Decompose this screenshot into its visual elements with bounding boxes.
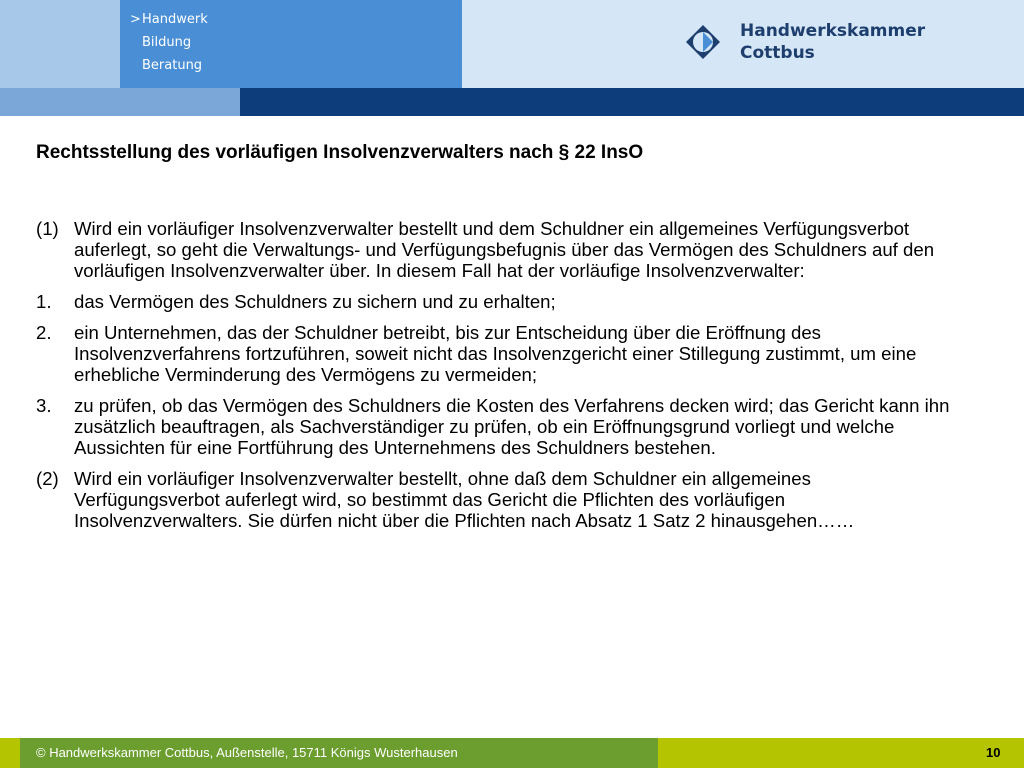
footer-accent-left [0,738,20,768]
nav-item-bildung[interactable]: Bildung [142,35,192,50]
page-number: 10 [986,745,1001,760]
list-marker: 1. [36,291,52,312]
header-left-panel [0,0,120,88]
paragraph-text: Wird ein vorläufiger Insolvenzverwalter bestellt und dem Schuldner ein allgemeines Verfügungsverbot auferlegt, so geht die Verwaltungs- und Verfügungsbefugnis über das Vermögen des Schuldners auf den vorläufigen Insolvenzverwalter über. In diesem Fall hat der vorläufige Insolvenzverwalter: [74,218,935,281]
list-item-2 [36,322,956,385]
list-text: ein Unternehmen, das der Schuldner betreibt, bis zur Entscheidung über die Eröffnung des Insolvenzverfahrens fortzuführen, soweit nicht das Insolvenzgericht einer Stillegung zustimmt, um eine erhebliche Verminderung des Vermögens zu vermeiden; [74,322,917,385]
footer-copyright: © Handwerkskammer Cottbus, Außenstelle, 15711 Königs Wusterhausen [36,745,458,760]
header-strip-light [0,88,240,116]
footer-accent-right [658,738,1024,768]
list-text: das Vermögen des Schuldners zu sichern und zu erhalten; [74,291,556,312]
list-item-1 [36,291,956,312]
slide-title: Rechtsstellung des vorläufigen Insolvenzverwalters nach § 22 InsO [36,142,644,163]
list-marker: 3. [36,395,52,416]
header-strip-dark [240,88,1024,116]
slide-body [36,218,956,541]
chevron-right-icon: > [130,12,141,27]
list-text: zu prüfen, ob das Vermögen des Schuldners die Kosten des Verfahrens decken wird; das Gericht kann ihn zusätzlich beauftragen, als Sachverständiger zu prüfen, ob ein Eröffnungsgrund vorliegt und welche Aussichten für eine Fortführung des Unternehmens des Schuldners bestehen. [74,395,950,458]
paragraph-2 [36,468,956,531]
hwk-logo-icon [685,24,721,60]
brand-name: Handwerkskammer Cottbus [740,21,926,63]
paragraph-marker: (1) [36,218,59,239]
list-item-3 [36,395,956,458]
nav-item-handwerk[interactable]: >Handwerk [130,8,208,31]
paragraph-text: Wird ein vorläufiger Insolvenzverwalter bestellt, ohne daß dem Schuldner ein allgemeines Verfügungsverbot auferlegt wird, so bestimmt das Gericht die Pflichten des vorläufigen Insolvenzverwalters. Sie dürfen nicht über die Pflichten nach Absatz 1 Satz 2 hinausgehen…… [74,468,855,531]
paragraph-1 [36,218,956,281]
list-marker: 2. [36,322,52,343]
paragraph-marker: (2) [36,468,59,489]
header-nav [130,8,208,77]
nav-item-beratung[interactable]: Beratung [142,58,203,73]
